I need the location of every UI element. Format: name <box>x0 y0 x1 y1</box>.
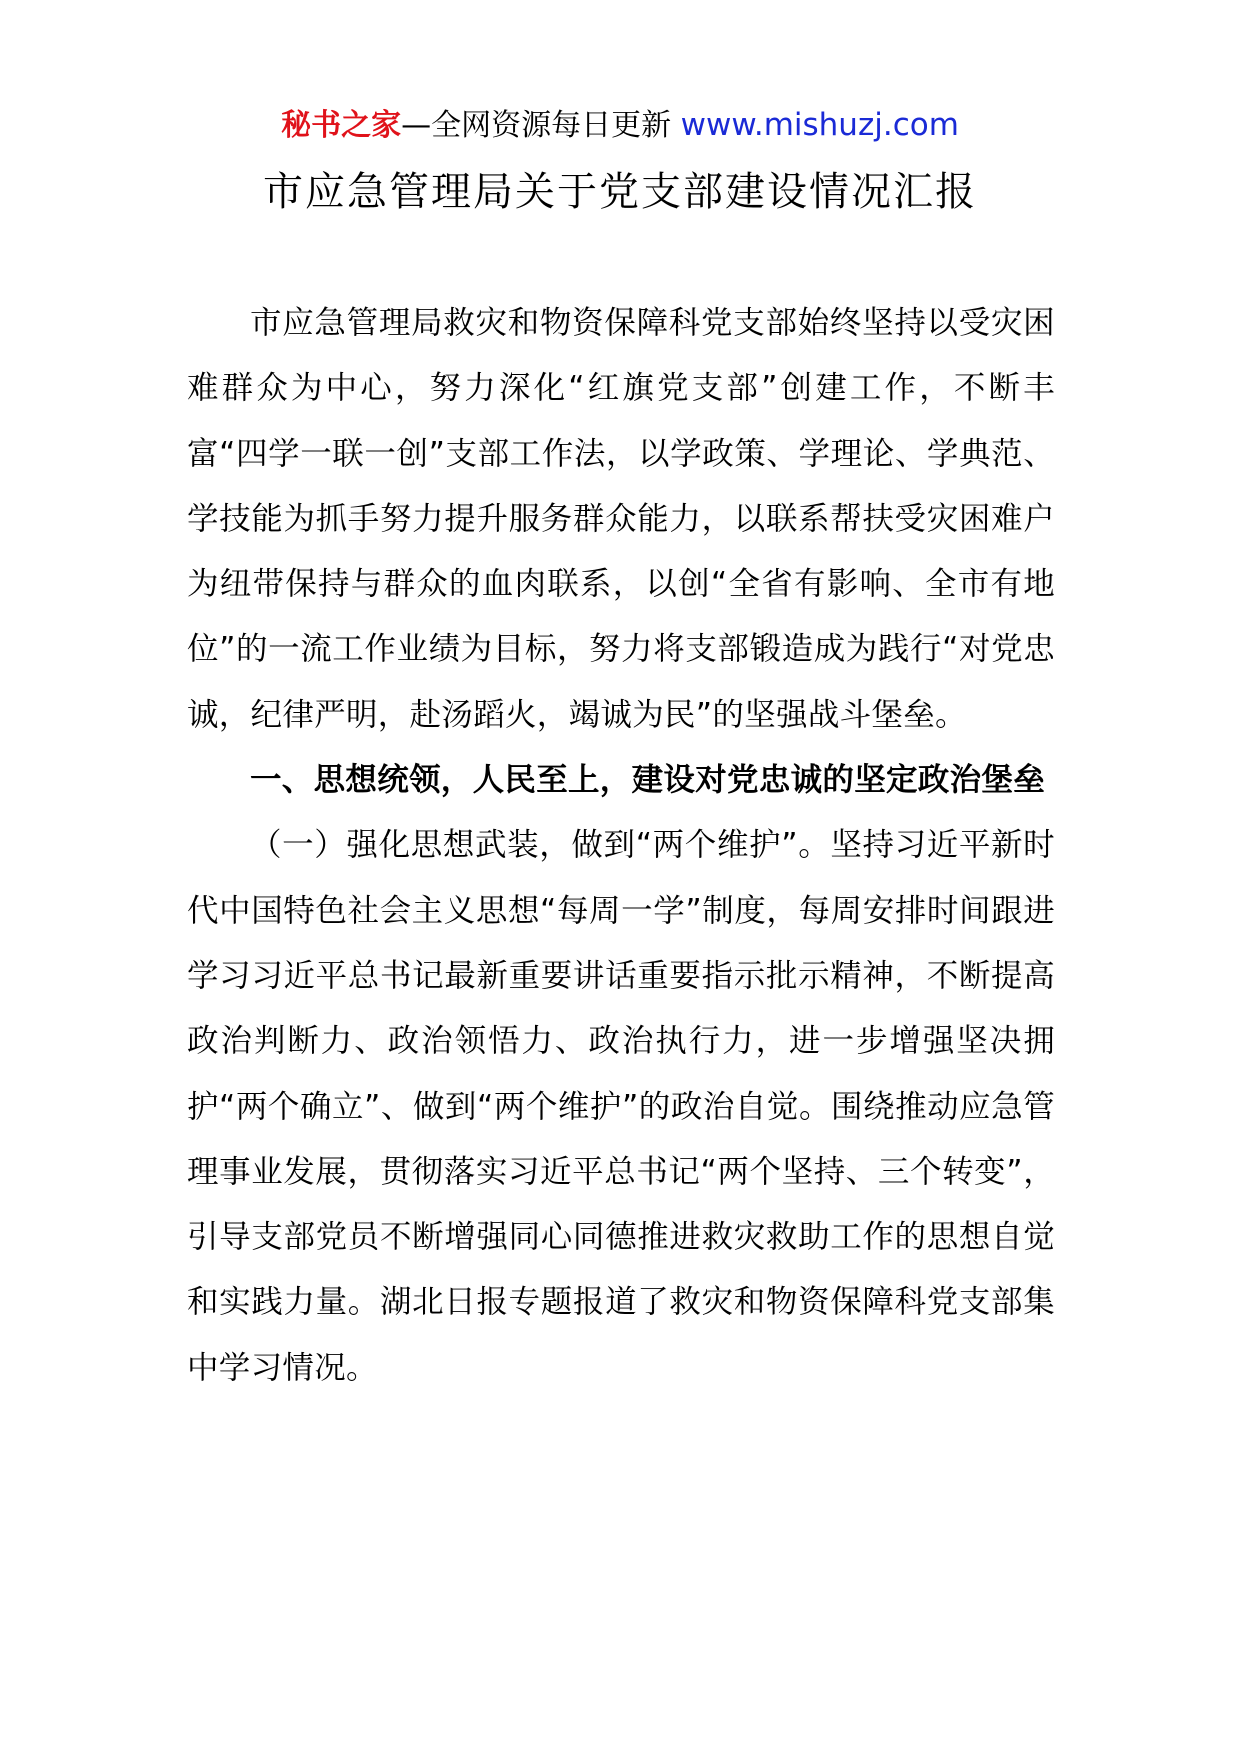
header-slogan: —全网资源每日更新 <box>401 108 672 143</box>
section-heading-1: 一、思想统领，人民至上，建设对党忠诚的坚定政治堡垒 <box>250 762 1046 799</box>
site-url-link[interactable]: www.mishuzj.com <box>680 107 959 143</box>
site-header <box>0 100 1240 151</box>
brand-name: 秘书之家 <box>281 108 402 143</box>
intro-paragraph: 市应急管理局救灾和物资保障科党支部始终坚持以受灾困难群众为中心，努力深化“红旗党支部”创建工作，不断丰富“四学一联一创”支部工作法，以学政策、学理论、学典范、学技能为抓手努力提升服务群众能力，以联系帮扶受灾困难户为纽带保持与群众的血肉联系，以创“全省有影响、全市有地位”的一流工作业绩为目标，努力将支部锻造成为践行“对党忠诚，纪律严明，赴汤蹈火，竭诚为民”的坚强战斗堡垒。 <box>187 305 1055 733</box>
document-title: 市应急管理局关于党支部建设情况汇报 <box>263 169 977 215</box>
document-body <box>187 291 1055 1401</box>
subsection-paragraph-1: （一）强化思想武装，做到“两个维护”。坚持习近平新时代中国特色社会主义思想“每周一学”制度，每周安排时间跟进学习习近平总书记最新重要讲话重要指示批示精神，不断提高政治判断力、政治领悟力、政治执行力，进一步增强坚决拥护“两个确立”、做到“两个维护”的政治自觉。围绕推动应急管理事业发展，贯彻落实习近平总书记“两个坚持、三个转变”，引导支部党员不断增强同心同德推进救灾救助工作的思想自觉和实践力量。湖北日报专题报道了救灾和物资保障科党支部集中学习情况。 <box>187 827 1055 1386</box>
